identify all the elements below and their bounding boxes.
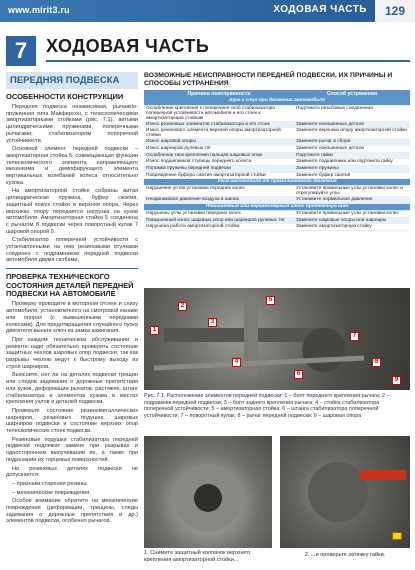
paragraph: Резиновые подушки стабилизатора передней подвески подлежат замене при разрывах и одностороннем выпучивании их, а также при подрезании их торцевых поверхностей. (6, 436, 138, 463)
table-cell: Подтяните гайки (294, 152, 410, 159)
table-cell: Ослабление крепления к поперечине скоб стабилизатора поперечной устойчивости автомобиля и его стоек к амортизаторным стойкам (144, 105, 294, 121)
paragraph: Стабилизатор поперечной устойчивости с установленными на нем резиновыми втулками соединен с подрамником передней подвески автомобиля двумя скобами. (6, 237, 138, 264)
right-column (144, 72, 410, 231)
table-cell: Нарушение углов установки передних колес (144, 186, 294, 197)
nut-area-shape (308, 462, 368, 522)
left-column (6, 72, 138, 566)
table-cell: Подтяните резьбовые соединения (294, 105, 410, 121)
table-cell: Износ резиновых элементов стабилизатора и его стоек (144, 121, 294, 128)
callout-marker: 9 (392, 376, 401, 385)
paragraph: Особое внимание обратите на механические повреждения (деформации, трещины, следы задевания о дорожные препятствия и др.) элементов подвески, особенно рычагов. (6, 498, 138, 525)
table-row (144, 211, 410, 218)
figure-caption: Рис. 7.1. Расположение элементов передней подвески: 1 – болт переднего крепления рычага; 2 – подрамник передней подвески; 3 – болт заднего крепления рычага; 4 – стойка стабилизатора поперечной устойчивости; 5 – амортизаторная стойка; 6 – штанга стабилизатора поперечной устойчивости; 7 – поворотный кулак; 8 – рычаг передней подвески; 9 – шаровая опора (144, 393, 390, 419)
faults-table (144, 90, 410, 231)
column-header: Способ устранения (294, 90, 410, 98)
callout-marker: 2 (178, 302, 187, 311)
step2-photo (280, 436, 410, 548)
list-item: – механические повреждения; (12, 489, 91, 496)
section-divider (6, 268, 138, 269)
table-cell: Замените изношенные детали (294, 121, 410, 128)
running-section-title: ХОДОВАЯ ЧАСТЬ (273, 4, 367, 15)
chapter-title: ХОДОВАЯ ЧАСТЬ (46, 36, 210, 56)
nut-check-illustration (280, 436, 410, 548)
table-caption: ВОЗМОЖНЫЕ НЕИСПРАВНОСТИ ПЕРЕДНЕЙ ПОДВЕСКИ, ИХ ПРИЧИНЫ И СПОСОБЫ УСТРАНЕНИЯ (144, 72, 393, 87)
callout-marker: 5 (266, 296, 275, 305)
table-row (144, 128, 410, 139)
table-row (144, 186, 410, 197)
protective-cap-shape (194, 484, 222, 512)
table-cell: Износ резинового элемента верхней опоры амортизаторной стойки (144, 128, 294, 139)
table-cell: Износ подшипников ступицы переднего колеса (144, 159, 294, 166)
paragraph: Проверку проводите в моторном отсеке и снизу автомобиля, установленного на смотровой канаве или опорах (с вывешенными передними колесами). Для предотвращения случайного пуска двигателя выньте ключ из замка зажигания. (6, 301, 138, 335)
callout-marker: 7 (350, 332, 359, 341)
table-cell: Повышенный износ шаровых опор или шарниров рулевых тяг (144, 217, 294, 224)
table-cell: Износ шаровой опоры (144, 139, 294, 146)
top-header-bar (0, 0, 415, 22)
paragraph: Передняя подвеска независимая, рычажно-пружинная типа Макферсон, с телескопическими амортизаторными стойками (рис. 7.1), витыми цилиндрическими пружинами, поперечными рычагами, стабилизатором поперечной устойчивости. (6, 104, 138, 144)
chapter-divider (46, 60, 410, 62)
callout-marker: 4 (232, 358, 241, 367)
table-cell: Износ шарниров рулевых тяг (144, 145, 294, 152)
table-group-header: Увод автомобиля от прямолинейного движения (144, 179, 410, 186)
table-group-header: Повышенный или неравномерный износ протектора шин (144, 204, 410, 211)
wrench-shape (360, 470, 406, 480)
step2-caption: 2. ...и проверьте затяжку гайки. (304, 552, 386, 558)
table-cell: Установите правильные углы установки колес и отрегулируйте углы (294, 186, 410, 197)
strut-cap-illustration (144, 436, 272, 548)
callout-marker: 3 (208, 318, 217, 327)
table-cell: Установите правильные углы установки колес (294, 211, 410, 218)
inspection-heading: ПРОВЕРКА ТЕХНИЧЕСКОГО СОСТОЯНИЯ ДЕТАЛЕЙ ПЕРЕДНЕЙ ПОДВЕСКИ НА АВТОМОБИЛЕ (6, 272, 134, 298)
table-cell: Ослабление гаек крепления пальцев шаровых опор (144, 152, 294, 159)
suspension-photo (144, 288, 410, 390)
table-row (144, 197, 410, 204)
table-cell: Замените рычаг в сборе (294, 139, 410, 146)
site-url[interactable]: www.mirit3.ru (8, 5, 70, 15)
paragraph: При каждом техническом обслуживании и ремонте надо обязательно проверять состояние защитных чехлов шаровых опор подвески, так как разрывы чехлов ведут к быстрому выходу из строя шарниров. (6, 336, 138, 370)
table-cell: Нарушена работа амортизаторной стойки (144, 224, 294, 231)
table-cell: Замените подшипники или подтяните гайку (294, 159, 410, 166)
column-header: Причина неисправности (144, 90, 294, 98)
step1-caption: 1. Снимите защитный колпачок верхнего крепления амортизаторной стойки... (144, 550, 251, 563)
table-row (144, 152, 410, 159)
paragraph: На резиновых деталях подвески не допускается: (6, 465, 138, 479)
table-row (144, 121, 410, 128)
knuckle-shape (302, 328, 346, 372)
table-row (144, 145, 410, 152)
list-item: – признаки старения резины; (12, 480, 88, 487)
table-row (144, 224, 410, 231)
step1-photo (144, 436, 272, 548)
paragraph: Проверьте состояние резинометаллических шарниров, резиновых подушек, шаровых шарниров подвески и состояние верхних опор телескопических стоек подвески. (6, 407, 138, 435)
table-cell: Замените буфер сжатия (294, 172, 410, 179)
table-cell: Неодинаковое давление воздуха в шинах (144, 197, 294, 204)
table-cell: Замените амортизаторную стойку (294, 224, 410, 231)
callout-marker: 8 (372, 358, 381, 367)
table-cell: Замените пружины (294, 165, 410, 172)
subsection-heading: ОСОБЕННОСТИ КОНСТРУКЦИИ (6, 92, 124, 101)
chapter-number: 7 (6, 36, 36, 66)
table-row (144, 159, 410, 166)
table-cell: Замените шаровые опоры или шарниры (294, 217, 410, 224)
table-group-header: Шум и стук при движении автомобиля (144, 98, 410, 105)
paragraph: Выясните, нет ли на деталях подвески трещин или следов задевания о дорожные препятствия или кузов, деформации рычагов, растяжек, штанг стабилизатора и элементов кузова в местах крепления узлов и деталей подвески. (6, 372, 138, 406)
table-row (144, 165, 410, 172)
page-number: 129 (375, 0, 415, 22)
table-row (144, 172, 410, 179)
wrench-key-icon (392, 532, 402, 540)
table-cell: Замените изношенные детали (294, 145, 410, 152)
table-cell: Замените верхнюю опору амортизаторной стойки (294, 128, 410, 139)
paragraph: На амортизаторной стойке собраны витая цилиндрическая пружина, буфер сжатия, защитный кожух стойки и верхняя опора. Через верхнюю опору передается нагрузка на кузов автомобиля. Амортизаторная стойка 5 соединена с рычагом 8 подвески через поворотный кулак 7 шаровой опорой 9. (6, 188, 138, 235)
callout-marker: 6 (294, 370, 303, 379)
table-row (144, 105, 410, 121)
table-row (144, 139, 410, 146)
table-cell: Нарушены углы установки передних колес (144, 211, 294, 218)
table-cell: Поломка пружины передней подвески (144, 165, 294, 172)
table-cell: Повреждение буфера сжатия амортизаторной стойки (144, 172, 294, 179)
section-heading: ПЕРЕДНЯЯ ПОДВЕСКА (6, 72, 138, 89)
paragraph: Основной элемент передней подвески – амортизаторная стойка 5, совмещающая функции телескопического элемента направляющего механизма и демпфирующего элемента вертикальных колебаний колеса относительно кузова. (6, 146, 138, 186)
table-row (144, 217, 410, 224)
callout-marker: 1 (150, 326, 159, 335)
table-cell: Установите нормальное давление (294, 197, 410, 204)
